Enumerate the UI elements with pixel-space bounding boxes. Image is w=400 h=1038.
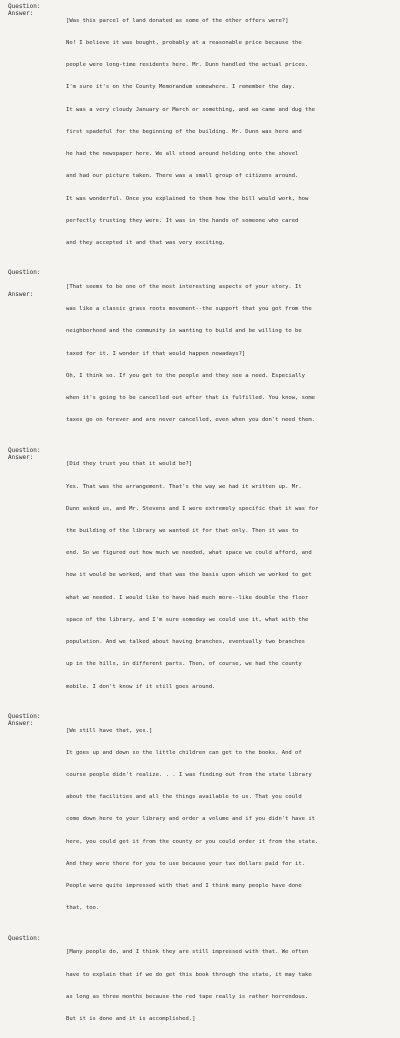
text-line: But it is done and it is accomplished.]: [66, 1016, 196, 1023]
transcript-entry: [8, 935, 392, 1038]
text-line: I'm sure it's on the County Memorandum somewhere. I remember the day.: [66, 84, 296, 91]
text-line: It was wonderful. Once you explained to them how the bill would work, how: [66, 195, 309, 202]
text-line: and they accepted it and that was very exciting.: [66, 240, 226, 246]
text-line: how it would be worked, and that was the basis upon which we worked to get: [66, 572, 312, 579]
text-line: And they were there for you to use because your tax dollars paid for it.: [66, 860, 306, 867]
text-line: [Was this parcel of land donated as some of the other offers were?]: [66, 17, 289, 24]
speaker-label: Question:: [8, 934, 41, 942]
speaker-labels: [8, 3, 66, 262]
text-line: when it's going to be cancelled out after that is fulfilled. You know, some: [66, 395, 315, 402]
text-line: Oh, I think so. If you get to the people and they see a need. Especially: [66, 372, 306, 379]
text-line: It was a very cloudy January or March or something, and we came and dug the: [66, 106, 315, 113]
speaker-labels: [8, 269, 66, 439]
speaker-labels: [8, 713, 66, 928]
speaker-label: Question:: [8, 3, 41, 10]
speaker-label: Answer:: [8, 453, 34, 461]
text-line: neighborhood and the community in wanting to build and be willing to be: [66, 328, 302, 335]
text-line: what we needed. I would like to have had much more--like double the floor: [66, 594, 309, 601]
text-line: end. So we figured out how much we needed, what space we could afford, and: [66, 550, 312, 557]
transcript-entry: [8, 713, 392, 928]
entry-text: [66, 447, 392, 706]
text-line: the building of the library we wanted it for that only. Then it was to: [66, 528, 299, 535]
text-line: [We still have that, yes.]: [66, 727, 153, 734]
text-line: Yes. That was the arrangement. That's the way we had it written up. Mr.: [66, 483, 302, 490]
text-line: and had our picture taken. There was a small group of citizens around.: [66, 173, 299, 180]
speaker-labels: [8, 447, 66, 706]
entry-text: [66, 269, 392, 439]
text-line: he had the newspaper here. We all stood around holding onto the shovel: [66, 151, 299, 158]
text-line: have to explain that if we do get this book through the state, it may take: [66, 971, 312, 978]
speaker-label: Question:: [8, 446, 41, 454]
text-line: about the facilities and all the things available to us. That you could: [66, 794, 302, 801]
speaker-label: [8, 284, 66, 291]
text-line: up in the hills, in different parts. Then, of course, we had the county: [66, 661, 302, 668]
text-line: first spadeful for the beginning of the building. Mr. Dunn was here and: [66, 128, 302, 135]
text-line: [Did they trust you that it would be?]: [66, 461, 193, 468]
entry-text: [66, 713, 392, 928]
speaker-label: [8, 277, 66, 284]
text-line: people were long-time residents here. Mr. Dunn handled the actual prices.: [66, 62, 309, 69]
text-line: [Many people do, and I think they are still impressed with that. We often: [66, 949, 309, 956]
text-line: mobile. I don't know if it still goes around.: [66, 683, 216, 690]
text-line: People were quite impressed with that and I think many people have done: [66, 883, 302, 890]
text-line: population. And we talked about having branches, eventually two branches: [66, 639, 306, 646]
text-line: Dunn asked us, and Mr. Stevens and I were extremely specific that it was for: [66, 505, 319, 512]
text-line: taxes go on forever and are never cancelled, even when you don't need them.: [66, 417, 315, 424]
transcript-entry: [8, 447, 392, 706]
text-line: No! I believe it was bought, probably at a reasonable price because the: [66, 40, 302, 47]
text-line: taxed for it. I wonder if that would happen nowadays?]: [66, 350, 246, 357]
speaker-labels: [8, 935, 66, 1038]
speaker-label: Answer:: [8, 720, 34, 728]
text-line: [That seems to be one of the most interesting aspects of your story. It: [66, 284, 302, 291]
text-line: that, too.: [66, 905, 100, 912]
speaker-label: Question:: [8, 712, 41, 720]
text-line: perfectly trusting they were. It was in the hands of someone who cared: [66, 217, 299, 224]
speaker-label: Question:: [8, 269, 41, 277]
text-line: course people didn't realize. . . I was finding out from the state library: [66, 772, 312, 779]
text-line: come down here to your library and order a volume and if you didn't have it: [66, 816, 315, 823]
text-line: It goes up and down so the little children can get to the books. And of: [66, 749, 302, 756]
text-line: here, you could get it from the county or you could order it from the state.: [66, 838, 319, 845]
transcript-entry: [8, 3, 392, 262]
entry-text: [66, 935, 392, 1038]
speaker-label: Answer:: [8, 291, 34, 299]
entry-text: [66, 3, 392, 262]
text-line: space of the library, and I'm sure someday we could use it, what with the: [66, 616, 309, 623]
transcript-entry: [8, 269, 392, 439]
text-line: was like a classic grass roots movement--the support that you got from the: [66, 306, 312, 313]
text-line: as long as three months because the red tape really is rather horrendous.: [66, 993, 309, 1000]
speaker-label: Answer:: [8, 10, 34, 18]
